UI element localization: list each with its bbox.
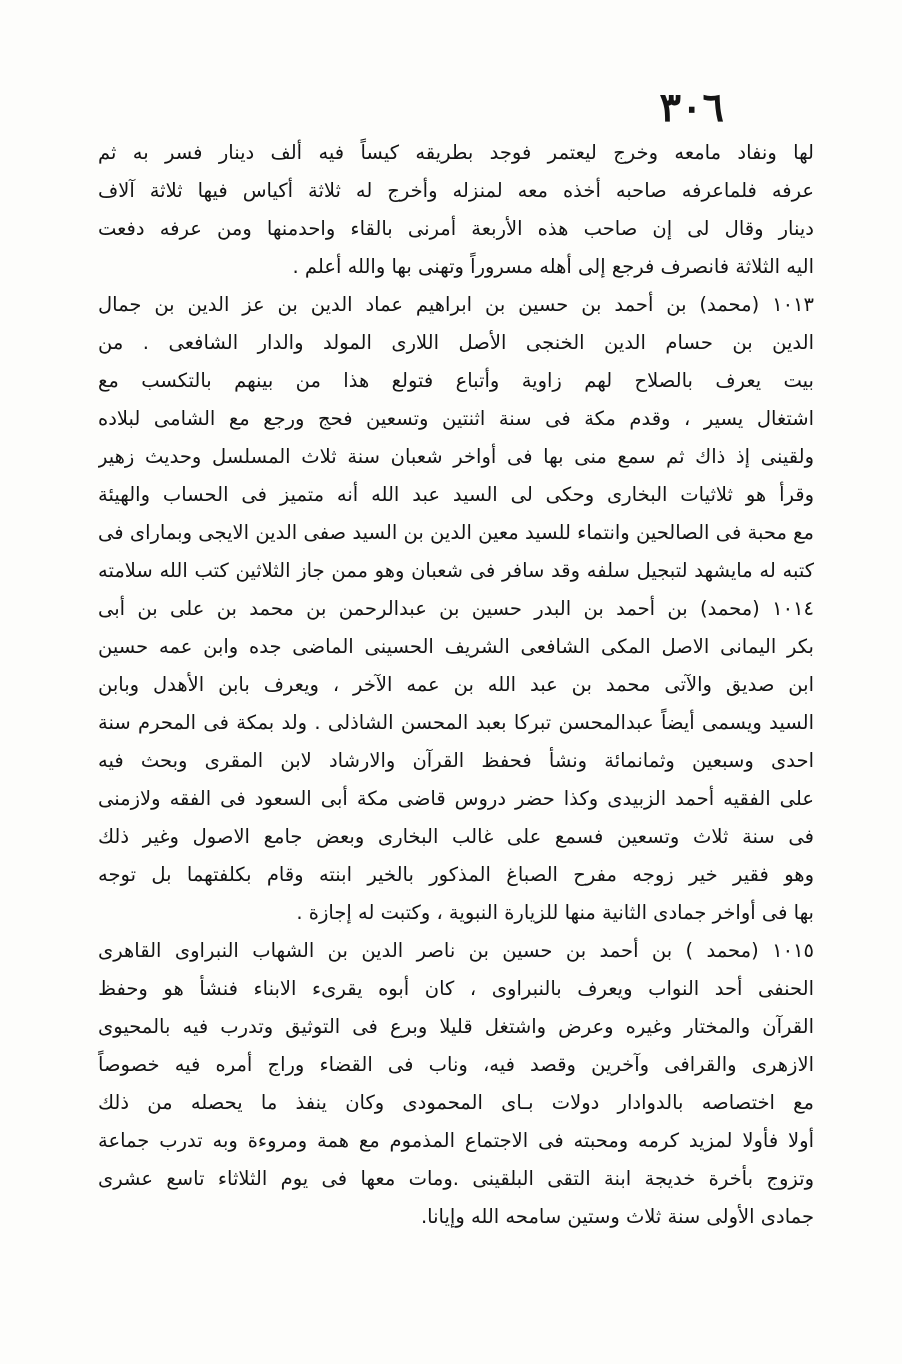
text-line: الازهرى والقرافى وآخرين وقصد فيه، وناب فى القضاء وراج أمره فيه خصوصاً — [98, 1053, 814, 1076]
text-line: فى سنة ثلاث وتسعين فسمع على غالب البخارى وبعض جامع الاصول وغير ذلك — [98, 825, 814, 848]
text-line: احدى وسبعين وثمانمائة ونشأ فحفظ القرآن والارشاد لابن المقرى وبحث فيه — [98, 749, 814, 772]
text-line: بكر اليمانى الاصل المكى الشافعى الشريف الحسينى الماضى جده وابن عمه حسين — [98, 635, 814, 658]
text-line: اليه الثلاثة فانصرف فرجع إلى أهله مسروراً وتهنى بها والله أعلم . — [292, 255, 814, 278]
text-line: وهو فقير خير زوجه مفرح الصباغ المذكور بالخير ابنته وقام بكلفتهما بل توجه — [98, 863, 814, 886]
text-line: اشتغال يسير ، وقدم مكة فى سنة اثنتين وتسعين فحج ورجع مع الشامى لبلاده — [98, 407, 814, 430]
text-line: أولا فأولا لمزيد كرمه ومحبته فى الاجتماع المذموم مع همة ومروءة وبه تدرب جماعة — [98, 1129, 814, 1152]
text-line: عرفه فلماعرفه صاحبه أخذه معه لمنزله وأخرج له ثلاثة أكياس فيها ثلاثة آلاف — [98, 179, 814, 202]
page-number: ٣٠٦ — [659, 84, 724, 131]
text-line: ولقينى إذ ذاك ثم سمع منى بها فى أواخر شعبان سنة ثلاث المسلسل وحديث زهير — [98, 445, 814, 468]
entry-1014-heading-line: ١٠١٤ (محمد) بن أحمد بن البدر حسين بن عبدالرحمن بن محمد بن على بن أبى — [98, 597, 814, 620]
text-line: كتبه له مايشهد لتبجيل سلفه وقد سافر فى شعبان وهو ممن جاز الثلاثين كتب الله سلامته — [98, 559, 814, 582]
text-line: مع محبة فى الصالحين وانتماء للسيد معين الدين بن السيد صفى الدين الايجى وبماراى فى — [98, 521, 814, 544]
text-line: السيد ويسمى أيضاً عبدالمحسن تبركا بعبد المحسن الشاذلى . ولد بمكة فى المحرم سنة — [98, 711, 814, 734]
text-line: جمادى الأولى سنة ثلاث وستين سامحه الله وإيانا. — [420, 1205, 814, 1228]
text-line: وتزوج بأخرة خديجة ابنة التقى البلقينى .ومات معها فى يوم الثلاثاء تاسع عشرى — [98, 1167, 814, 1190]
text-line: على الفقيه أحمد الزبيدى وكذا حضر دروس قاضى مكة أبى السعود فى الفقه ولازمنى — [98, 787, 814, 810]
text-line: مع اختصاصه بالدوادار دولات بـاى المحمودى وكان ينفذ ما يحصله من ذلك — [98, 1091, 814, 1114]
text-line: دينار وقال لى إن صاحب هذه الأربعة أمرنى بالقاء واحدمنها ومن عرفه دفعت — [98, 217, 814, 240]
text-line: الدين بن حسام الدين الخنجى الأصل اللارى المولد والدار الشافعى . من — [98, 331, 814, 354]
entry-1015-heading-line: ١٠١٥ (محمد ) بن أحمد بن حسين بن ناصر الدين بن الشهاب النبراوى القاهرى — [98, 939, 814, 962]
text-line: بها فى أواخر جمادى الثانية منها للزيارة النبوية ، وكتبت له إجازة . — [296, 901, 814, 924]
entry-1013-heading-line: ١٠١٣ (محمد) بن أحمد بن حسين بن ابراهيم عماد الدين بن عز الدين بن جمال — [98, 293, 814, 316]
text-line: لها ونفاد مامعه وخرج ليعتمر فوجد بطريقه كيساً فيه ألف دينار فسر به ثم — [98, 141, 814, 164]
text-line: ابن صديق والآتى محمد بن عبد الله بن عمه الآخر ، ويعرف بابن الأهدل وبابن — [98, 673, 814, 696]
text-line: الحنفى أحد النواب ويعرف بالنبراوى ، كان أبوه يقرىء الابناء فنشأ هو وحفظ — [98, 977, 814, 1000]
text-line: وقرأ هو ثلاثيات البخارى وحكى لى السيد عبد الله أنه متميز فى الحساب والهيئة — [98, 483, 814, 506]
text-line: بيت يعرف بالصلاح لهم زاوية وأتباع فتولع هذا من بينهم بالتكسب مع — [98, 369, 814, 392]
text-line: القرآن والمختار وغيره وعرض واشتغل قليلا وبرع فى التوثيق وتدرب فيه بالمحيوى — [98, 1015, 814, 1038]
page-body-text — [98, 134, 814, 1236]
